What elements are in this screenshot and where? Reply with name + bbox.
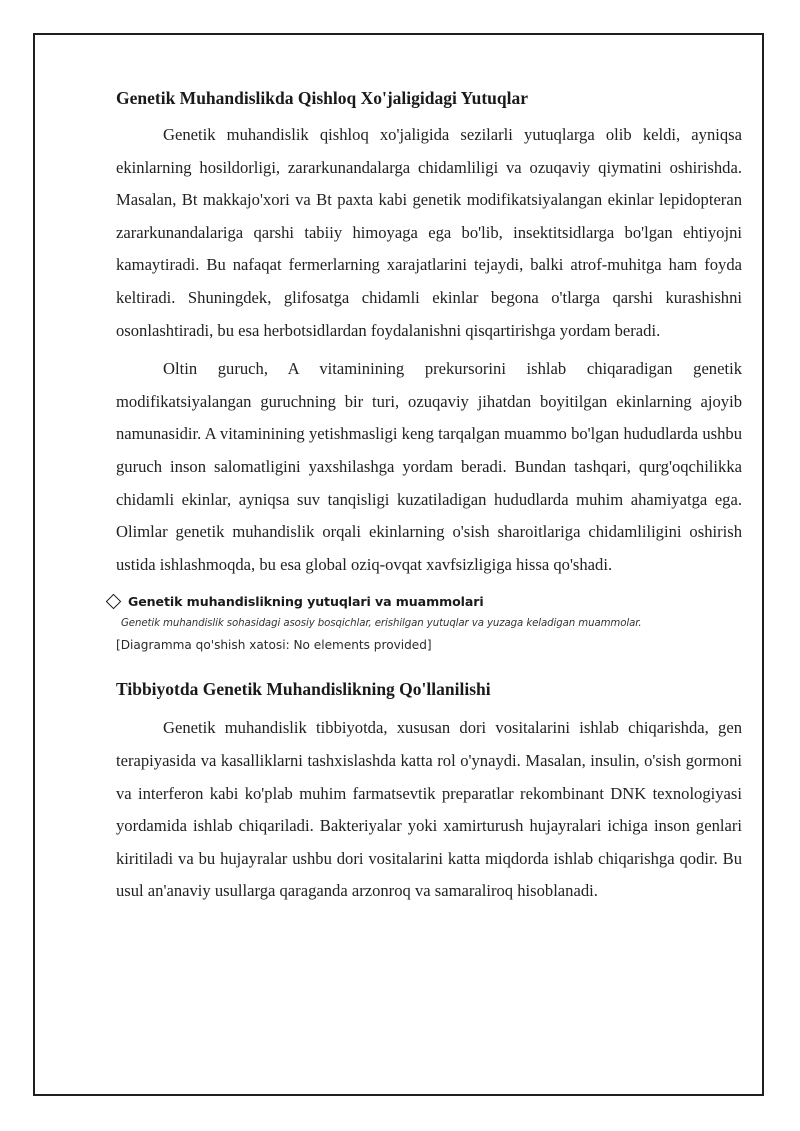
diagram-placeholder — [104, 589, 742, 652]
diagram-title: Genetik muhandislikning yutuqlari va muammolari — [128, 593, 484, 609]
section-heading-medicine: Tibbiyotda Genetik Muhandislikning Qo'llanilishi — [116, 679, 491, 700]
diagram-error-message: [Diagramma qo'shish xatosi: No elements provided] — [116, 638, 432, 653]
diagram-title-row — [104, 589, 742, 613]
diagram-subtitle: Genetik muhandislik sohasidagi asosiy bosqichlar, erishilgan yutuqlar va yuzaga keladigan muammolar. — [121, 618, 642, 630]
section-heading-agriculture: Genetik Muhandislikda Qishloq Xo'jaligidagi Yutuqlar — [116, 88, 529, 108]
paragraph-agriculture-2: Oltin guruch, A vitaminining prekursorini ishlab chiqaradigan genetik modifikatsiyalangan guruchning bir turi, ozuqaviy jihatdan boyitilgan ekinlarning ajoyib namunasidir. A vitaminining yetishmasligi keng tarqalgan muammo bo'lgan hududlarda ushbu guruch inson salomatligini yaxshilashga yordam beradi. Bundan tashqari, qurg'oqchilikka chidamli ekinlar, ayniqsa suv tanqisligi kuzatiladigan hududlarda muhim ahamiyatga ega. Olimlar genetik muhandislik orqali ekinlarning o'sish sharoitlariga chidamliligini oshirish ustida ishlashmoqda, bu esa global oziq-ovqat xavfsizligiga hissa qo'shadi. — [116, 359, 742, 574]
diamond-icon — [106, 594, 122, 610]
paragraph-medicine-1: Genetik muhandislik tibbiyotda, xususan dori vositalarini ishlab chiqarishda, gen terapiyasida va kasalliklarni tashxislashda katta rol o'ynaydi. Masalan, insulin, o'sish gormoni va interferon kabi ko'plab muhim farmatsevtik preparatlar rekombinant DNK texnologiyasi yordamida ishlab chiqariladi. Bakteriyalar yoki xamirturush hujayralari ichiga inson genlari kiritiladi va bu hujayralar ushbu dori vositalarini katta miqdorda ishlab chiqarishga qodir. Bu usul an'anaviy usullarga qaraganda arzonroq va samaraliroq hisoblanadi. — [116, 718, 742, 901]
document-body — [116, 86, 742, 908]
paragraph-agriculture-1: Genetik muhandislik qishloq xo'jaligida sezilarli yutuqlarga olib keldi, ayniqsa ekinlarning hosildorligi, zararkunandalarga chidamliligi va ozuqaviy qiymatini oshirishda. Masalan, Bt makkajo'xori va Bt paxta kabi genetik modifikatsiyalangan ekinlar lepidopteran zararkunandalariga qarshi tabiiy himoyaga ega bo'lib, insektitsidlarga bo'lgan ehtiyojni kamaytiradi. Bu nafaqat fermerlarning xarajatlarini tejaydi, balki atrof-muhitga ham foyda keltiradi. Shuningdek, glifosatga chidamli ekinlar begona o'tlarga qarshi kurashishni osonlashtiradi, bu esa herbotsidlardan foydalanishni qisqartirishga yordam beradi. — [116, 125, 742, 340]
